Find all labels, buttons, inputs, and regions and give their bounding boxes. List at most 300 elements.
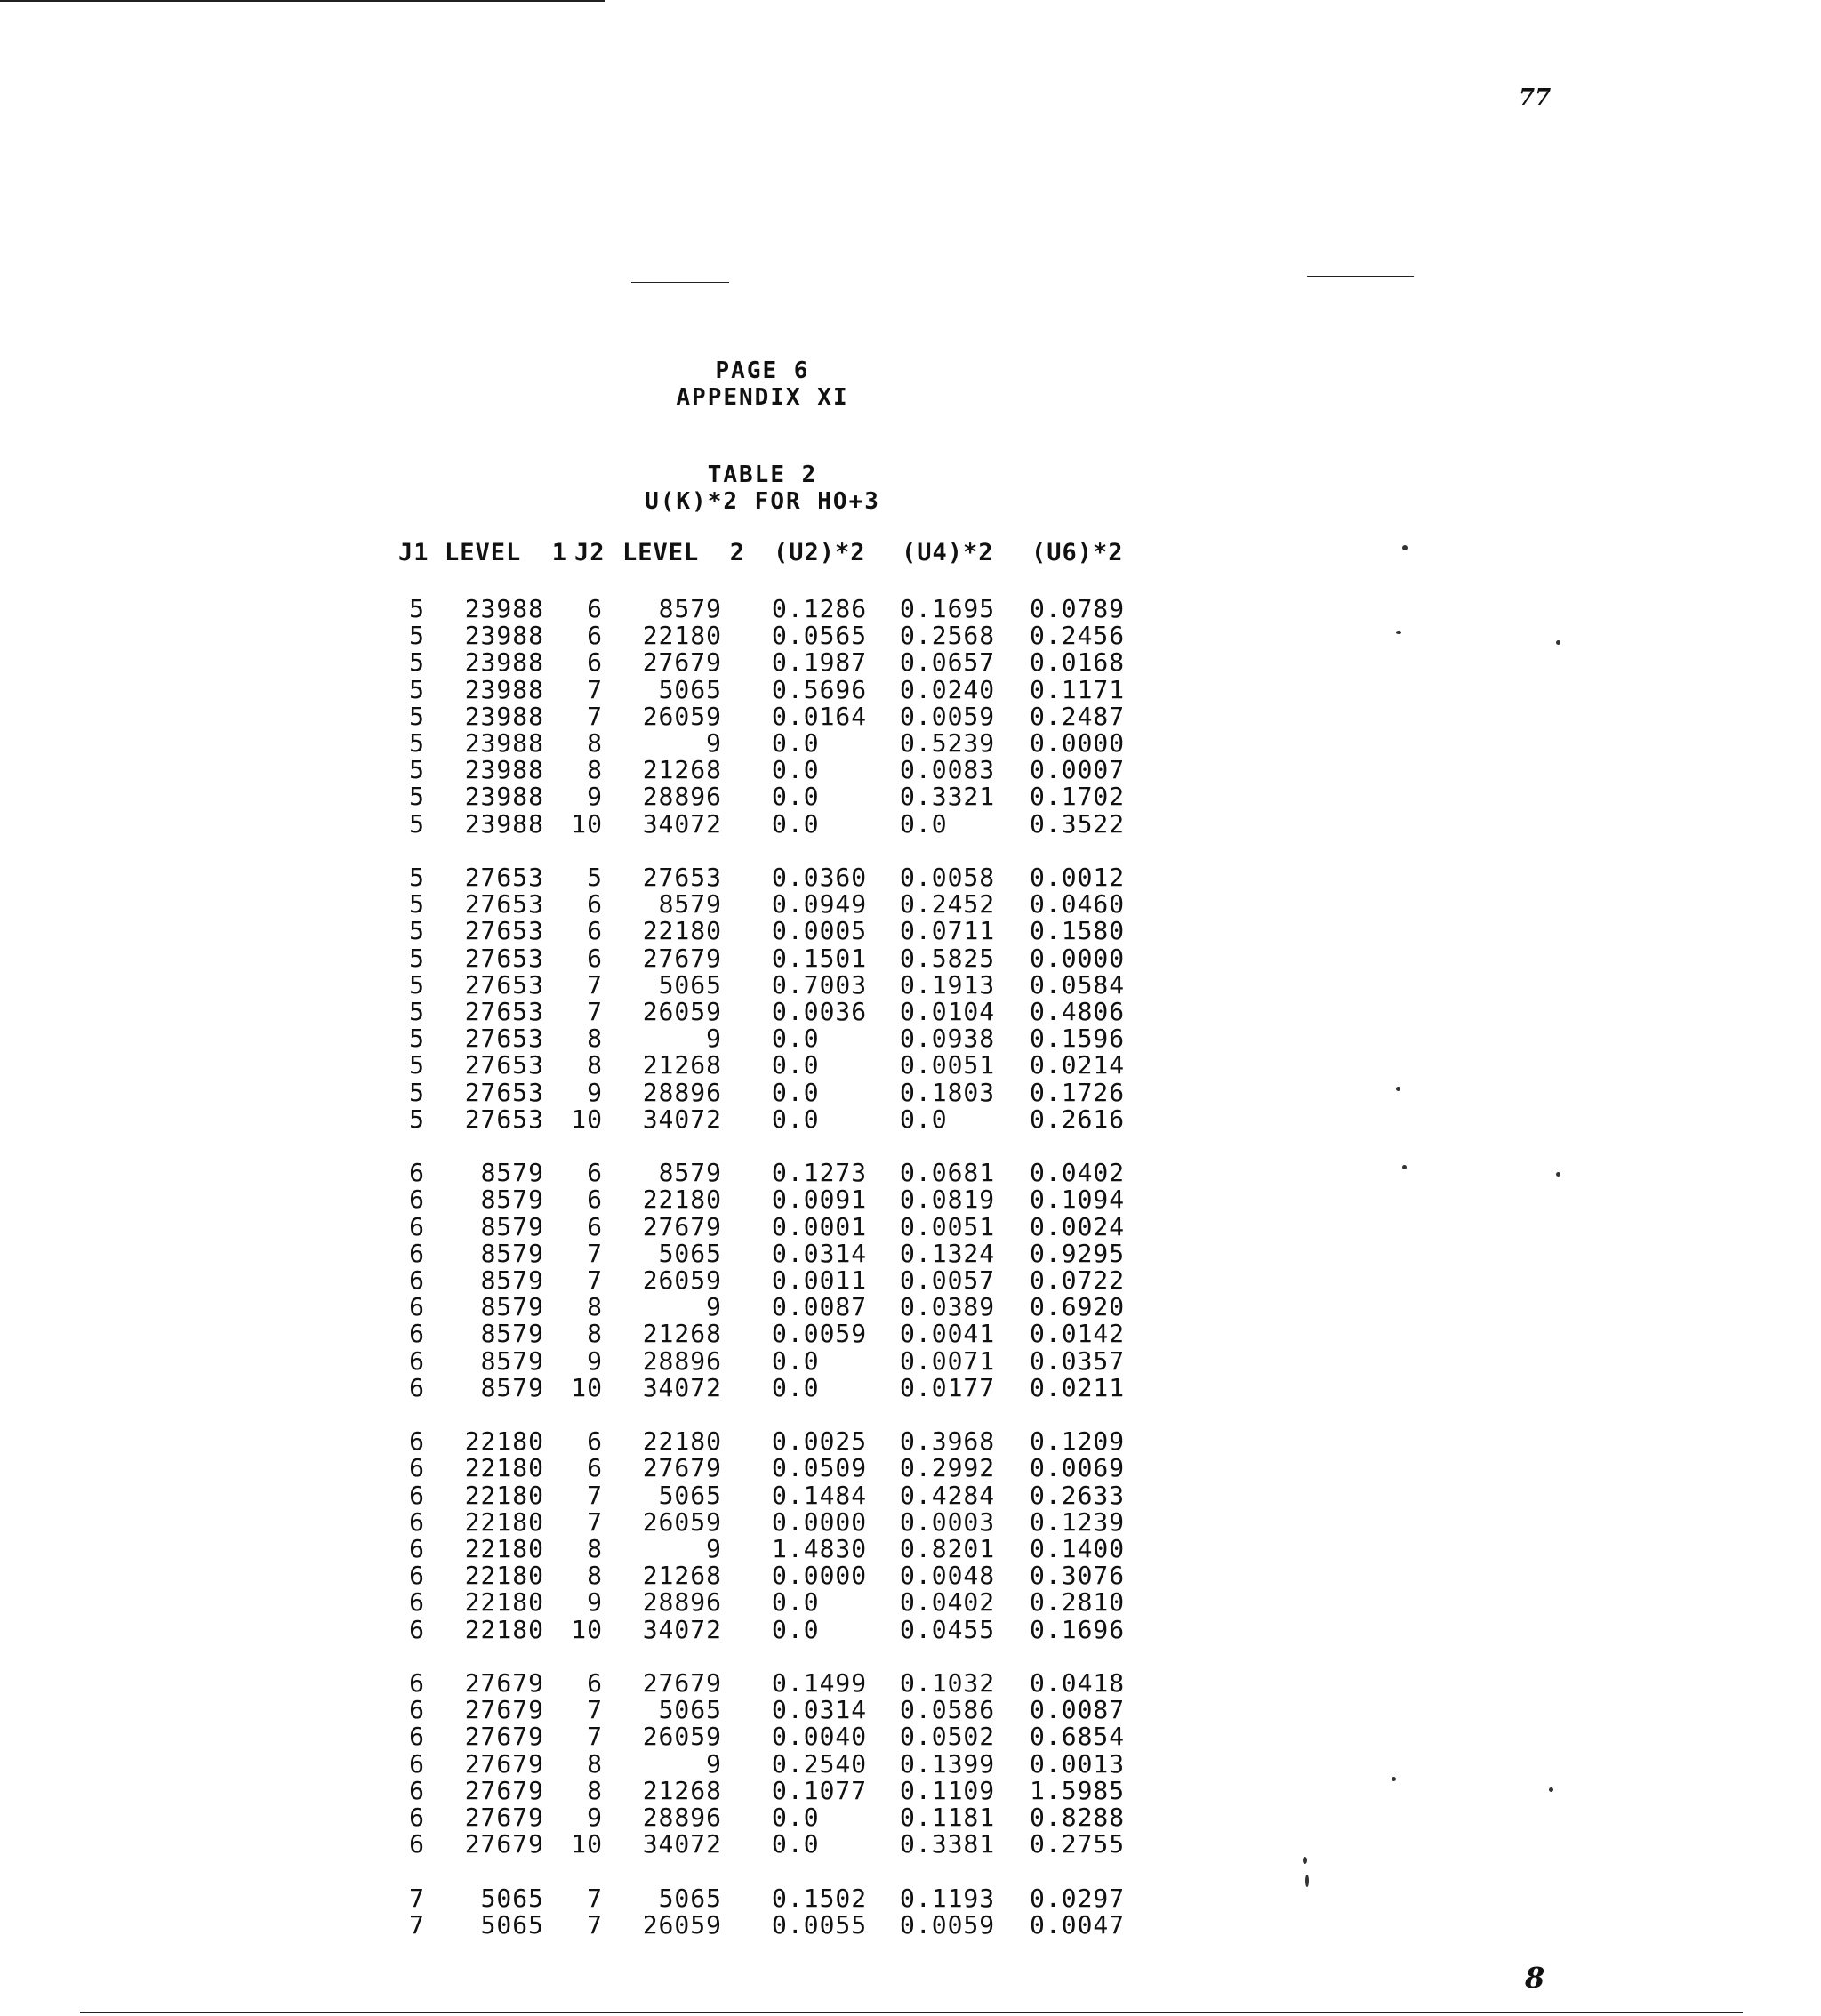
cell-j2: 6 bbox=[587, 1185, 603, 1215]
cell-j1: 5 bbox=[409, 1077, 425, 1107]
cell-j1: 6 bbox=[409, 1614, 425, 1644]
cell-j2: 7 bbox=[587, 1722, 603, 1752]
cell-j2: 10 bbox=[571, 1829, 603, 1859]
cell-j2: 8 bbox=[587, 1050, 603, 1080]
cell-u6: 0.0000 bbox=[1030, 728, 1126, 758]
cell-level2: 28896 bbox=[642, 1077, 722, 1107]
cell-u4: 0.0502 bbox=[900, 1722, 996, 1752]
cell-u2: 0.1077 bbox=[772, 1775, 868, 1805]
col-header-level2: LEVEL 2 bbox=[622, 539, 746, 566]
cell-level2: 27679 bbox=[642, 943, 722, 973]
col-header-level1: LEVEL 1 bbox=[445, 539, 568, 566]
cell-j2: 10 bbox=[571, 1104, 603, 1134]
cell-u2: 0.0 bbox=[772, 1587, 820, 1618]
cell-level2: 9 bbox=[706, 1534, 722, 1563]
cell-u2: 0.0565 bbox=[772, 621, 868, 651]
cell-j2: 6 bbox=[587, 621, 603, 651]
cell-level1: 5065 bbox=[480, 1883, 544, 1913]
cell-level1: 8579 bbox=[480, 1265, 544, 1295]
cell-j1: 6 bbox=[409, 1372, 425, 1402]
cell-level1: 27679 bbox=[464, 1775, 544, 1805]
cell-u6: 0.0013 bbox=[1030, 1748, 1126, 1779]
cell-j1: 6 bbox=[409, 1345, 425, 1376]
cell-level2: 5065 bbox=[658, 969, 722, 1000]
cell-level1: 23988 bbox=[464, 755, 544, 785]
cell-u2: 0.0 bbox=[772, 1024, 820, 1054]
scan-speck bbox=[1556, 1172, 1560, 1177]
cell-j1: 6 bbox=[409, 1534, 425, 1563]
cell-level2: 22180 bbox=[642, 1426, 722, 1457]
cell-u4: 0.0240 bbox=[900, 674, 996, 704]
scan-speck bbox=[1305, 1875, 1309, 1887]
cell-level1: 23988 bbox=[464, 701, 544, 731]
cell-j1: 5 bbox=[409, 916, 425, 946]
cell-j2: 8 bbox=[587, 1024, 603, 1054]
cell-u2: 0.0091 bbox=[772, 1185, 868, 1215]
cell-level1: 27653 bbox=[464, 1077, 544, 1107]
cell-u4: 0.0 bbox=[900, 1104, 948, 1134]
cell-j1: 5 bbox=[409, 969, 425, 1000]
cell-u6: 0.1702 bbox=[1030, 782, 1126, 812]
cell-u2: 0.0314 bbox=[772, 1695, 868, 1725]
cell-level2: 27679 bbox=[642, 647, 722, 678]
cell-j1: 5 bbox=[409, 728, 425, 758]
cell-level2: 21268 bbox=[642, 1775, 722, 1805]
cell-level2: 27679 bbox=[642, 1668, 722, 1698]
cell-u6: 0.0069 bbox=[1030, 1453, 1126, 1483]
cell-u2: 0.7003 bbox=[772, 969, 868, 1000]
cell-level2: 27679 bbox=[642, 1211, 722, 1241]
cell-j1: 6 bbox=[409, 1453, 425, 1483]
scan-rule bbox=[1307, 276, 1414, 277]
cell-u4: 0.0402 bbox=[900, 1587, 996, 1618]
cell-u2: 0.1987 bbox=[772, 647, 868, 678]
cell-level1: 27679 bbox=[464, 1803, 544, 1832]
cell-level2: 9 bbox=[706, 728, 722, 758]
cell-u2: 0.0 bbox=[772, 808, 820, 839]
scan-speck bbox=[1303, 1857, 1307, 1864]
cell-j2: 10 bbox=[571, 808, 603, 839]
cell-level1: 22180 bbox=[464, 1614, 544, 1644]
cell-j2: 7 bbox=[587, 1506, 603, 1537]
cell-u6: 0.2487 bbox=[1030, 701, 1126, 731]
cell-j2: 6 bbox=[587, 1668, 603, 1698]
cell-u2: 0.0036 bbox=[772, 997, 868, 1026]
cell-j1: 7 bbox=[409, 1883, 425, 1913]
cell-u4: 0.1913 bbox=[900, 969, 996, 1000]
cell-u6: 0.0722 bbox=[1030, 1265, 1126, 1295]
cell-u2: 0.1286 bbox=[772, 594, 868, 623]
cell-level2: 26059 bbox=[642, 1265, 722, 1295]
cell-j2: 8 bbox=[587, 755, 603, 785]
cell-level1: 8579 bbox=[480, 1238, 544, 1268]
cell-level1: 23988 bbox=[464, 728, 544, 758]
cell-u4: 0.0586 bbox=[900, 1695, 996, 1725]
cell-u4: 0.1695 bbox=[900, 594, 996, 623]
cell-u6: 0.4806 bbox=[1030, 997, 1126, 1026]
cell-u4: 0.0003 bbox=[900, 1506, 996, 1537]
cell-level2: 27679 bbox=[642, 1453, 722, 1483]
cell-level2: 5065 bbox=[658, 674, 722, 704]
cell-j1: 5 bbox=[409, 674, 425, 704]
cell-u4: 0.2452 bbox=[900, 889, 996, 920]
cell-u6: 0.3076 bbox=[1030, 1561, 1126, 1591]
cell-level1: 22180 bbox=[464, 1587, 544, 1618]
cell-j1: 5 bbox=[409, 1024, 425, 1054]
cell-u6: 0.0789 bbox=[1030, 594, 1126, 623]
cell-j2: 8 bbox=[587, 1561, 603, 1591]
cell-level1: 8579 bbox=[480, 1211, 544, 1241]
cell-u4: 0.0681 bbox=[900, 1158, 996, 1188]
page-mark-top-right: 77 bbox=[1519, 84, 1552, 111]
cell-u4: 0.1109 bbox=[900, 1775, 996, 1805]
cell-level2: 5065 bbox=[658, 1238, 722, 1268]
cell-u2: 0.0025 bbox=[772, 1426, 868, 1457]
cell-j2: 9 bbox=[587, 782, 603, 812]
cell-u6: 1.5985 bbox=[1030, 1775, 1126, 1805]
cell-u6: 0.0142 bbox=[1030, 1319, 1126, 1349]
page-mark-bottom-right: 8 bbox=[1525, 1961, 1545, 1995]
cell-u4: 0.0051 bbox=[900, 1050, 996, 1080]
cell-j2: 6 bbox=[587, 916, 603, 946]
cell-level1: 27653 bbox=[464, 969, 544, 1000]
cell-level1: 27679 bbox=[464, 1668, 544, 1698]
cell-j1: 6 bbox=[409, 1748, 425, 1779]
cell-j2: 6 bbox=[587, 889, 603, 920]
cell-level1: 27653 bbox=[464, 889, 544, 920]
cell-j1: 5 bbox=[409, 943, 425, 973]
cell-j1: 6 bbox=[409, 1829, 425, 1859]
col-header-u4: (U4)*2 bbox=[902, 539, 994, 566]
cell-u2: 0.0000 bbox=[772, 1506, 868, 1537]
cell-j1: 6 bbox=[409, 1506, 425, 1537]
cell-j2: 8 bbox=[587, 1748, 603, 1779]
cell-level1: 8579 bbox=[480, 1292, 544, 1322]
scan-speck bbox=[1402, 1165, 1407, 1169]
cell-u4: 0.0455 bbox=[900, 1614, 996, 1644]
cell-level1: 22180 bbox=[464, 1453, 544, 1483]
scan-rule bbox=[631, 282, 729, 283]
cell-u4: 0.5825 bbox=[900, 943, 996, 973]
cell-j1: 5 bbox=[409, 889, 425, 920]
cell-j1: 6 bbox=[409, 1587, 425, 1618]
cell-u2: 0.0011 bbox=[772, 1265, 868, 1295]
cell-u2: 0.0360 bbox=[772, 863, 868, 892]
cell-level1: 27679 bbox=[464, 1829, 544, 1859]
cell-level2: 27653 bbox=[642, 863, 722, 892]
cell-u6: 0.0007 bbox=[1030, 755, 1126, 785]
scan-speck bbox=[1392, 1777, 1396, 1781]
cell-u2: 0.1273 bbox=[772, 1158, 868, 1188]
cell-j2: 10 bbox=[571, 1614, 603, 1644]
cell-level1: 27653 bbox=[464, 916, 544, 946]
cell-level1: 8579 bbox=[480, 1158, 544, 1188]
cell-u4: 0.8201 bbox=[900, 1534, 996, 1563]
cell-j2: 6 bbox=[587, 943, 603, 973]
cell-j1: 5 bbox=[409, 701, 425, 731]
cell-u2: 0.0055 bbox=[772, 1909, 868, 1940]
cell-u6: 0.2616 bbox=[1030, 1104, 1126, 1134]
cell-u2: 0.0 bbox=[772, 782, 820, 812]
cell-u4: 0.0059 bbox=[900, 1909, 996, 1940]
cell-j1: 6 bbox=[409, 1668, 425, 1698]
cell-level2: 26059 bbox=[642, 701, 722, 731]
cell-u2: 0.0 bbox=[772, 1829, 820, 1859]
cell-j2: 5 bbox=[587, 863, 603, 892]
cell-u6: 0.0460 bbox=[1030, 889, 1126, 920]
cell-j1: 6 bbox=[409, 1561, 425, 1591]
cell-level1: 23988 bbox=[464, 674, 544, 704]
cell-u4: 0.1181 bbox=[900, 1803, 996, 1832]
cell-j2: 9 bbox=[587, 1077, 603, 1107]
cell-u2: 0.0000 bbox=[772, 1561, 868, 1591]
cell-level2: 22180 bbox=[642, 916, 722, 946]
cell-level2: 26059 bbox=[642, 997, 722, 1026]
cell-level2: 28896 bbox=[642, 1345, 722, 1376]
cell-u6: 0.1696 bbox=[1030, 1614, 1126, 1644]
cell-j1: 7 bbox=[409, 1909, 425, 1940]
cell-level1: 27653 bbox=[464, 943, 544, 973]
cell-u6: 0.1596 bbox=[1030, 1024, 1126, 1054]
cell-j1: 5 bbox=[409, 647, 425, 678]
cell-j2: 7 bbox=[587, 969, 603, 1000]
cell-u4: 0.0819 bbox=[900, 1185, 996, 1215]
cell-level2: 8579 bbox=[658, 594, 722, 623]
cell-level1: 23988 bbox=[464, 594, 544, 623]
cell-u2: 0.0059 bbox=[772, 1319, 868, 1349]
cell-j2: 7 bbox=[587, 1265, 603, 1295]
col-header-u2: (U2)*2 bbox=[774, 539, 866, 566]
cell-u6: 0.0000 bbox=[1030, 943, 1126, 973]
cell-u4: 0.4284 bbox=[900, 1480, 996, 1510]
cell-level2: 34072 bbox=[642, 1104, 722, 1134]
cell-u4: 0.0389 bbox=[900, 1292, 996, 1322]
cell-j2: 7 bbox=[587, 1909, 603, 1940]
cell-u2: 0.1484 bbox=[772, 1480, 868, 1510]
cell-level1: 23988 bbox=[464, 782, 544, 812]
cell-level2: 26059 bbox=[642, 1909, 722, 1940]
appendix-label: APPENDIX XI bbox=[676, 384, 849, 411]
cell-u2: 0.0001 bbox=[772, 1211, 868, 1241]
cell-j2: 6 bbox=[587, 1453, 603, 1483]
cell-u6: 0.8288 bbox=[1030, 1803, 1126, 1832]
cell-j1: 6 bbox=[409, 1722, 425, 1752]
cell-u4: 0.1324 bbox=[900, 1238, 996, 1268]
cell-level2: 28896 bbox=[642, 1587, 722, 1618]
cell-level2: 8579 bbox=[658, 1158, 722, 1188]
cell-level2: 34072 bbox=[642, 1372, 722, 1402]
cell-u2: 0.2540 bbox=[772, 1748, 868, 1779]
cell-u4: 0.0 bbox=[900, 808, 948, 839]
cell-u2: 0.0040 bbox=[772, 1722, 868, 1752]
cell-u2: 0.1502 bbox=[772, 1883, 868, 1913]
cell-u6: 0.2456 bbox=[1030, 621, 1126, 651]
cell-level2: 34072 bbox=[642, 1829, 722, 1859]
page-label: PAGE 6 bbox=[715, 357, 810, 384]
cell-level2: 21268 bbox=[642, 1319, 722, 1349]
cell-u4: 0.0083 bbox=[900, 755, 996, 785]
cell-j1: 5 bbox=[409, 808, 425, 839]
cell-level1: 8579 bbox=[480, 1345, 544, 1376]
cell-level1: 27653 bbox=[464, 863, 544, 892]
scan-speck bbox=[1396, 1087, 1400, 1091]
cell-u4: 0.0938 bbox=[900, 1024, 996, 1054]
cell-j2: 6 bbox=[587, 1426, 603, 1457]
cell-j1: 5 bbox=[409, 1050, 425, 1080]
cell-level1: 27679 bbox=[464, 1722, 544, 1752]
cell-j2: 7 bbox=[587, 1480, 603, 1510]
cell-j1: 6 bbox=[409, 1292, 425, 1322]
cell-level1: 22180 bbox=[464, 1534, 544, 1563]
cell-level2: 21268 bbox=[642, 755, 722, 785]
cell-level1: 22180 bbox=[464, 1561, 544, 1591]
cell-u2: 0.5696 bbox=[772, 674, 868, 704]
scan-speck bbox=[1549, 1787, 1553, 1792]
cell-u6: 0.0087 bbox=[1030, 1695, 1126, 1725]
cell-u6: 0.0402 bbox=[1030, 1158, 1126, 1188]
cell-u6: 0.1094 bbox=[1030, 1185, 1126, 1215]
cell-u4: 0.1803 bbox=[900, 1077, 996, 1107]
cell-level2: 21268 bbox=[642, 1050, 722, 1080]
cell-u6: 0.2810 bbox=[1030, 1587, 1126, 1618]
cell-level2: 5065 bbox=[658, 1480, 722, 1510]
cell-level2: 9 bbox=[706, 1748, 722, 1779]
scan-edge-line bbox=[0, 0, 605, 2]
cell-j1: 6 bbox=[409, 1803, 425, 1832]
cell-u2: 0.0005 bbox=[772, 916, 868, 946]
cell-j1: 5 bbox=[409, 594, 425, 623]
cell-j1: 6 bbox=[409, 1695, 425, 1725]
cell-u6: 0.0024 bbox=[1030, 1211, 1126, 1241]
cell-u6: 0.0214 bbox=[1030, 1050, 1126, 1080]
cell-j1: 5 bbox=[409, 782, 425, 812]
cell-u6: 0.2755 bbox=[1030, 1829, 1126, 1859]
cell-u4: 0.0048 bbox=[900, 1561, 996, 1591]
cell-j2: 6 bbox=[587, 1158, 603, 1188]
cell-u2: 0.0087 bbox=[772, 1292, 868, 1322]
cell-u2: 0.0949 bbox=[772, 889, 868, 920]
cell-j1: 5 bbox=[409, 863, 425, 892]
cell-u4: 0.0059 bbox=[900, 701, 996, 731]
cell-level1: 23988 bbox=[464, 647, 544, 678]
col-header-j1: J1 bbox=[398, 539, 429, 566]
cell-level2: 22180 bbox=[642, 621, 722, 651]
cell-u6: 0.0418 bbox=[1030, 1668, 1126, 1698]
cell-u6: 0.6920 bbox=[1030, 1292, 1126, 1322]
col-header-j2: J2 bbox=[574, 539, 606, 566]
cell-level1: 8579 bbox=[480, 1319, 544, 1349]
cell-j2: 9 bbox=[587, 1803, 603, 1832]
cell-u2: 0.0 bbox=[772, 755, 820, 785]
cell-j1: 6 bbox=[409, 1158, 425, 1188]
cell-j2: 8 bbox=[587, 1319, 603, 1349]
cell-u6: 0.1726 bbox=[1030, 1077, 1126, 1107]
cell-j2: 7 bbox=[587, 674, 603, 704]
cell-j2: 8 bbox=[587, 728, 603, 758]
cell-j1: 6 bbox=[409, 1480, 425, 1510]
cell-level2: 28896 bbox=[642, 782, 722, 812]
cell-u6: 0.0012 bbox=[1030, 863, 1126, 892]
cell-u2: 0.0 bbox=[772, 1050, 820, 1080]
cell-j1: 5 bbox=[409, 1104, 425, 1134]
cell-level2: 9 bbox=[706, 1292, 722, 1322]
scan-speck bbox=[1396, 631, 1401, 634]
cell-u4: 0.2992 bbox=[900, 1453, 996, 1483]
cell-j1: 6 bbox=[409, 1319, 425, 1349]
cell-level2: 34072 bbox=[642, 808, 722, 839]
cell-u6: 0.1171 bbox=[1030, 674, 1126, 704]
scan-speck bbox=[1402, 545, 1408, 550]
cell-u6: 0.3522 bbox=[1030, 808, 1126, 839]
cell-j2: 10 bbox=[571, 1372, 603, 1402]
cell-u6: 0.0168 bbox=[1030, 647, 1126, 678]
cell-level1: 22180 bbox=[464, 1426, 544, 1457]
cell-j1: 6 bbox=[409, 1426, 425, 1457]
cell-level1: 27653 bbox=[464, 1104, 544, 1134]
cell-u6: 0.0211 bbox=[1030, 1372, 1126, 1402]
cell-level2: 21268 bbox=[642, 1561, 722, 1591]
cell-u4: 0.1399 bbox=[900, 1748, 996, 1779]
cell-level2: 26059 bbox=[642, 1506, 722, 1537]
cell-j2: 8 bbox=[587, 1292, 603, 1322]
cell-u4: 0.0058 bbox=[900, 863, 996, 892]
cell-level1: 8579 bbox=[480, 1185, 544, 1215]
cell-j2: 6 bbox=[587, 594, 603, 623]
cell-level1: 27653 bbox=[464, 1024, 544, 1054]
cell-u4: 0.3381 bbox=[900, 1829, 996, 1859]
cell-j1: 6 bbox=[409, 1775, 425, 1805]
cell-u2: 0.0 bbox=[772, 1345, 820, 1376]
cell-u2: 0.1501 bbox=[772, 943, 868, 973]
cell-j1: 6 bbox=[409, 1265, 425, 1295]
cell-u6: 0.0047 bbox=[1030, 1909, 1126, 1940]
cell-j2: 8 bbox=[587, 1534, 603, 1563]
cell-u2: 1.4830 bbox=[772, 1534, 868, 1563]
scan-rule bbox=[80, 2012, 1743, 2013]
cell-u2: 0.0 bbox=[772, 1372, 820, 1402]
cell-u4: 0.1032 bbox=[900, 1668, 996, 1698]
cell-u4: 0.0057 bbox=[900, 1265, 996, 1295]
cell-j2: 7 bbox=[587, 701, 603, 731]
cell-j2: 9 bbox=[587, 1587, 603, 1618]
cell-u6: 0.1209 bbox=[1030, 1426, 1126, 1457]
cell-u4: 0.3968 bbox=[900, 1426, 996, 1457]
cell-u4: 0.0104 bbox=[900, 997, 996, 1026]
cell-j2: 7 bbox=[587, 1883, 603, 1913]
cell-level1: 8579 bbox=[480, 1372, 544, 1402]
cell-level1: 27653 bbox=[464, 1050, 544, 1080]
cell-j1: 5 bbox=[409, 755, 425, 785]
cell-level1: 23988 bbox=[464, 808, 544, 839]
cell-u2: 0.1499 bbox=[772, 1668, 868, 1698]
cell-level2: 26059 bbox=[642, 1722, 722, 1752]
cell-u6: 0.1580 bbox=[1030, 916, 1126, 946]
cell-u4: 0.2568 bbox=[900, 621, 996, 651]
cell-u2: 0.0314 bbox=[772, 1238, 868, 1268]
cell-j1: 5 bbox=[409, 621, 425, 651]
cell-u2: 0.0164 bbox=[772, 701, 868, 731]
scan-speck bbox=[1556, 640, 1560, 645]
cell-j2: 8 bbox=[587, 1775, 603, 1805]
cell-j1: 5 bbox=[409, 997, 425, 1026]
cell-level2: 34072 bbox=[642, 1614, 722, 1644]
cell-j2: 6 bbox=[587, 647, 603, 678]
cell-level1: 27653 bbox=[464, 997, 544, 1026]
cell-level1: 22180 bbox=[464, 1480, 544, 1510]
table-title: TABLE 2 bbox=[707, 462, 818, 488]
cell-j2: 7 bbox=[587, 1238, 603, 1268]
cell-level2: 5065 bbox=[658, 1883, 722, 1913]
